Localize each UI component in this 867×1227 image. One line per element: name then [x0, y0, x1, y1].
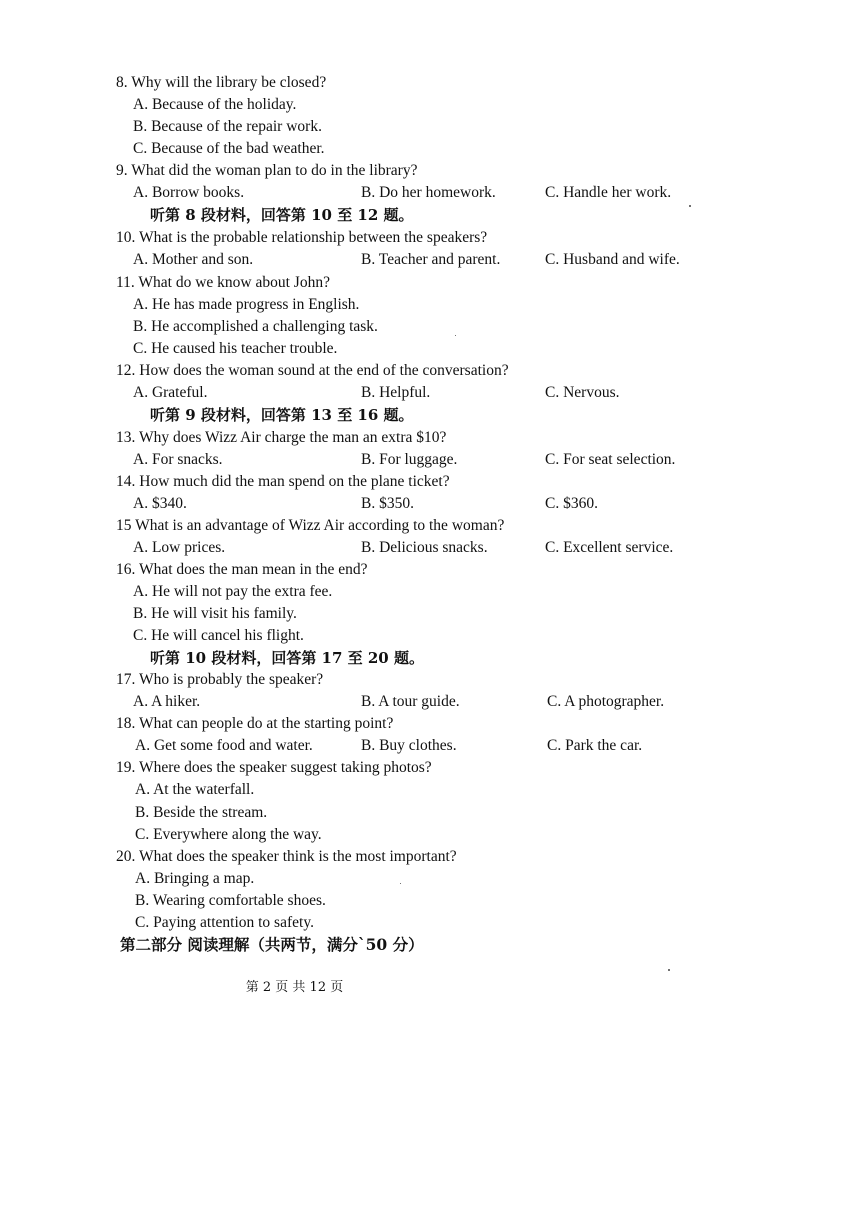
question-19-option-c: C. Everywhere along the way.: [135, 826, 322, 843]
question-16-option-a: A. He will not pay the extra fee.: [133, 583, 333, 600]
question-20-stem: 20. What does the speaker think is the most important?: [116, 848, 457, 865]
question-8-stem: 8. Why will the library be closed?: [116, 74, 327, 91]
scan-speck: [689, 205, 691, 207]
question-10-option-a: A. Mother and son.: [133, 251, 254, 268]
question-14-options: [0, 494, 867, 514]
question-13-option-c: C. For seat selection.: [545, 451, 676, 468]
question-12-stem: 12. How does the woman sound at the end of the conversation?: [116, 362, 509, 379]
question-9-options: [0, 183, 867, 203]
question-13-option-a: A. For snacks.: [133, 451, 223, 468]
question-20-option-c: C. Paying attention to safety.: [135, 914, 314, 931]
question-10-stem: 10. What is the probable relationship between the speakers?: [116, 229, 488, 246]
question-17-options: [0, 692, 867, 712]
question-9-option-a: A. Borrow books.: [133, 184, 245, 201]
question-13-stem: 13. Why does Wizz Air charge the man an extra $10?: [116, 429, 447, 446]
question-18-option-b: B. Buy clothes.: [361, 737, 457, 754]
question-14-stem: 14. How much did the man spend on the plane ticket?: [116, 473, 450, 490]
question-13-options: [0, 450, 867, 470]
section-8-heading: 听第 8 段材料，回答第 10 至 12 题。: [150, 206, 414, 224]
question-19-option-b: B. Beside the stream.: [135, 804, 268, 821]
section-10-heading: 听第 10 段材料，回答第 17 至 20 题。: [150, 649, 424, 667]
question-12-options: [0, 383, 867, 403]
question-20-option-b: B. Wearing comfortable shoes.: [135, 892, 326, 909]
question-17-option-b: B. A tour guide.: [361, 693, 460, 710]
question-9-option-b: B. Do her homework.: [361, 184, 496, 201]
question-11-option-c: C. He caused his teacher trouble.: [133, 340, 338, 357]
question-18-option-c: C. Park the car.: [547, 737, 643, 754]
question-18-stem: 18. What can people do at the starting point?: [116, 715, 394, 732]
scan-speck: [400, 883, 401, 884]
question-8-option-c: C. Because of the bad weather.: [133, 140, 325, 157]
part-2-heading: 第二部分 阅读理解（共两节，满分`50 分）: [120, 935, 424, 954]
question-16-option-c: C. He will cancel his flight.: [133, 627, 304, 644]
page-footer: 第 2 页 共 12 页: [245, 980, 344, 995]
question-17-option-a: A. A hiker.: [133, 693, 201, 710]
question-15-option-b: B. Delicious snacks.: [361, 539, 488, 556]
question-13-option-b: B. For luggage.: [361, 451, 458, 468]
question-14-option-c: C. $360.: [545, 495, 598, 512]
scan-speck: [668, 969, 670, 971]
question-10-options: [0, 250, 867, 270]
question-15-option-a: A. Low prices.: [133, 539, 226, 556]
question-19-stem: 19. Where does the speaker suggest taking photos?: [116, 759, 432, 776]
question-14-option-a: A. $340.: [133, 495, 187, 512]
question-17-option-c: C. A photographer.: [547, 693, 665, 710]
question-19-option-a: A. At the waterfall.: [135, 781, 255, 798]
question-8-option-b: B. Because of the repair work.: [133, 118, 322, 135]
question-16-option-b: B. He will visit his family.: [133, 605, 297, 622]
question-12-option-b: B. Helpful.: [361, 384, 431, 401]
question-12-option-c: C. Nervous.: [545, 384, 620, 401]
question-18-option-a: A. Get some food and water.: [135, 737, 313, 754]
question-16-stem: 16. What does the man mean in the end?: [116, 561, 368, 578]
question-14-option-b: B. $350.: [361, 495, 414, 512]
question-15-option-c: C. Excellent service.: [545, 539, 674, 556]
question-12-option-a: A. Grateful.: [133, 384, 208, 401]
question-11-stem: 11. What do we know about John?: [116, 274, 330, 291]
question-9-option-c: C. Handle her work.: [545, 184, 672, 201]
question-20-option-a: A. Bringing a map.: [135, 870, 255, 887]
scan-speck: [455, 335, 456, 336]
question-9-stem: 9. What did the woman plan to do in the library?: [116, 162, 418, 179]
question-15-stem: 15 What is an advantage of Wizz Air according to the woman?: [116, 517, 505, 534]
question-10-option-b: B. Teacher and parent.: [361, 251, 501, 268]
question-8-option-a: A. Because of the holiday.: [133, 96, 297, 113]
question-17-stem: 17. Who is probably the speaker?: [116, 671, 324, 688]
question-10-option-c: C. Husband and wife.: [545, 251, 680, 268]
question-11-option-a: A. He has made progress in English.: [133, 296, 360, 313]
question-15-options: [0, 538, 867, 558]
section-9-heading: 听第 9 段材料，回答第 13 至 16 题。: [150, 406, 414, 424]
question-11-option-b: B. He accomplished a challenging task.: [133, 318, 378, 335]
question-18-options: [0, 736, 867, 756]
